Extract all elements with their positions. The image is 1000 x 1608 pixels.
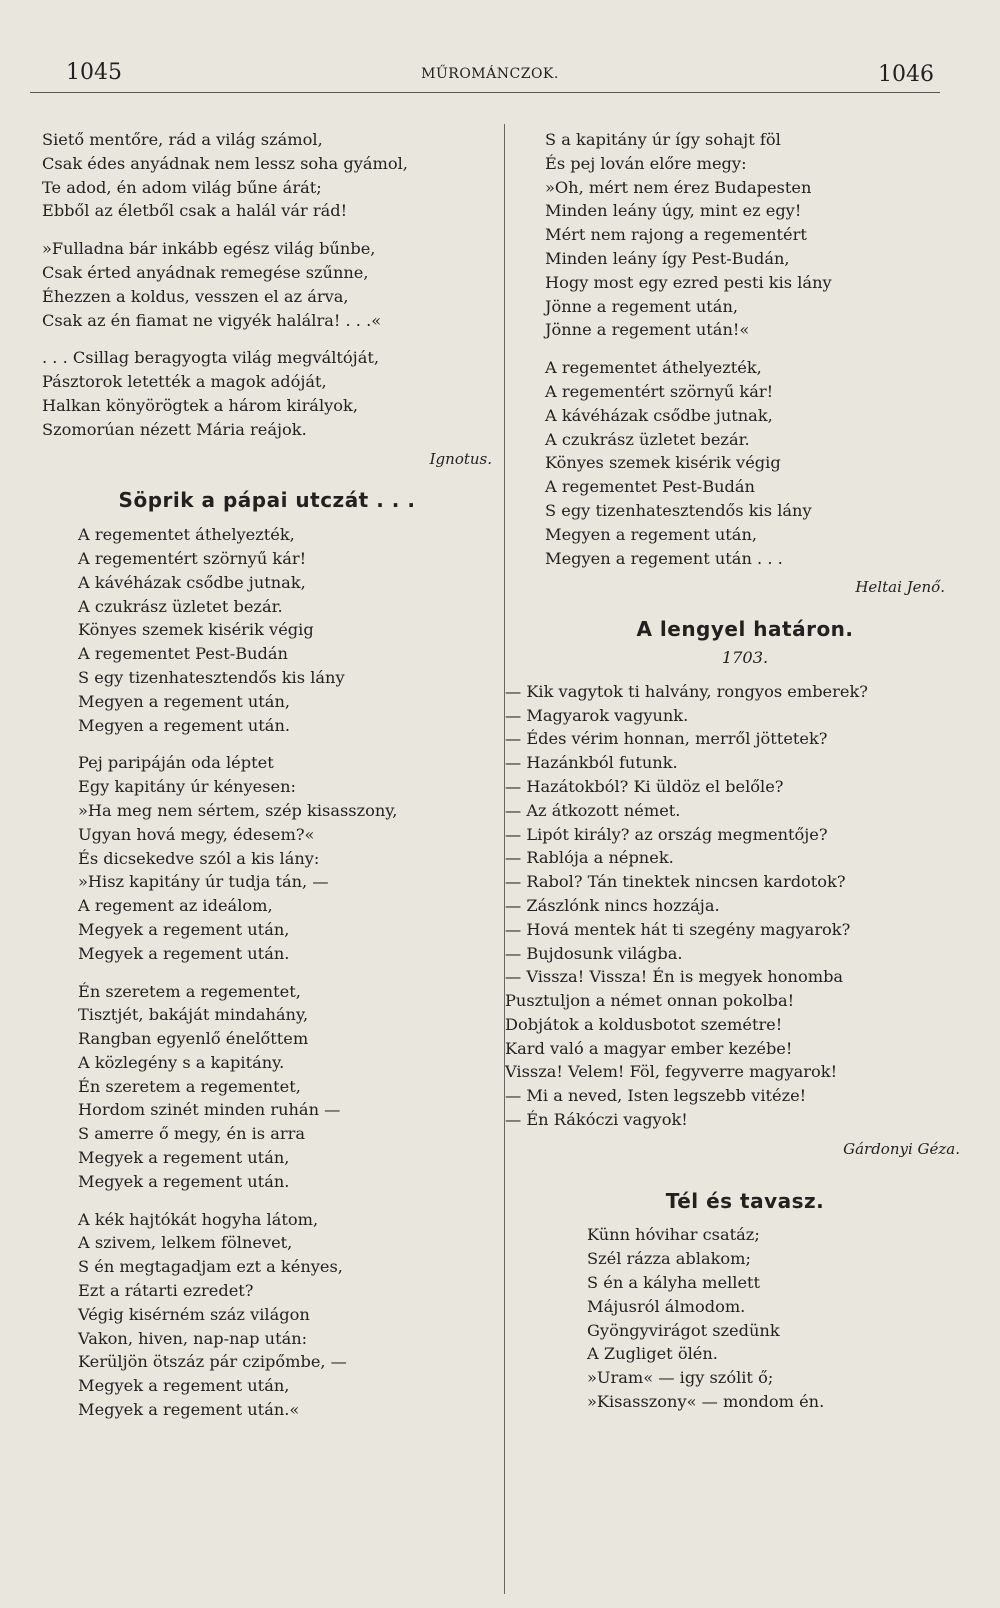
verse-line: A kávéházak csődbe jutnak, bbox=[78, 572, 306, 592]
verse-line: Megyen a regement után . . . bbox=[545, 548, 783, 568]
verse-line: Te adod, én adom világ bűne árát; bbox=[42, 177, 322, 197]
verse-line: Minden leány úgy, mint ez egy! bbox=[545, 201, 802, 221]
header-rule bbox=[30, 92, 940, 93]
verse-line: Pej paripáján oda léptet bbox=[78, 753, 274, 773]
verse-line: A regementért szörnyű kár! bbox=[78, 548, 307, 568]
verse-line: A regementet Pest-Budán bbox=[78, 644, 288, 664]
verse-line: A czukrász üzletet bezár. bbox=[545, 429, 750, 449]
verse-line: A Zugliget ölén. bbox=[587, 1344, 718, 1364]
stanza bbox=[545, 128, 945, 342]
verse-line: Éhezzen a koldus, vesszen el az árva, bbox=[42, 286, 349, 306]
page-number-right: 1046 bbox=[878, 62, 934, 87]
verse-line: Én szeretem a regementet, bbox=[78, 1076, 301, 1096]
page-number-left: 1045 bbox=[66, 60, 122, 85]
verse-line: — Lipót király? az ország megmentője? bbox=[505, 824, 828, 844]
verse-line: Minden leány így Pest-Budán, bbox=[545, 248, 790, 268]
verse-line: Ugyan hová megy, édesem?« bbox=[78, 824, 315, 844]
verse-line: Gyöngyvirágot szedünk bbox=[587, 1320, 780, 1340]
stanza bbox=[78, 751, 492, 965]
verse-line: Csak édes anyádnak nem lessz soha gyámol, bbox=[42, 153, 408, 173]
poem-title: Söprik a pápai utczát . . . bbox=[118, 488, 416, 513]
verse-line: És dicsekedve szól a kis lány: bbox=[78, 848, 320, 868]
stanza bbox=[545, 356, 945, 570]
verse-line: — Mi a neved, Isten legszebb vitéze! bbox=[505, 1086, 807, 1106]
verse-line: Rangban egyenlő énelőttem bbox=[78, 1029, 309, 1049]
verse-line: Megyek a regement után. bbox=[78, 1171, 290, 1191]
verse-line: Mért nem rajong a regementért bbox=[545, 225, 807, 245]
verse-line: S a kapitány úr így sohajt föl bbox=[545, 130, 781, 149]
poem-title: Tél és tavasz. bbox=[665, 1188, 825, 1213]
verse-line: — Magyarok vagyunk. bbox=[505, 705, 689, 725]
verse-line: A regementet áthelyezték, bbox=[545, 358, 762, 378]
verse-line: Egy kapitány úr kényesen: bbox=[78, 777, 296, 797]
verse-line: S én megtagadjam ezt a kényes, bbox=[78, 1257, 343, 1277]
verse-line: Hordom szinét minden ruhán — bbox=[78, 1100, 341, 1120]
verse-line: — Én Rákóczi vagyok! bbox=[505, 1110, 688, 1130]
verse-line: Csak az én fiamat ne vigyék halálra! . . .« bbox=[42, 310, 382, 330]
verse-line: Megyek a regement után, bbox=[78, 1148, 290, 1168]
verse-line: »Ha meg nem sértem, szép kisasszony, bbox=[78, 800, 398, 820]
author-signature: Gárdonyi Géza. bbox=[843, 1139, 960, 1158]
stanza bbox=[78, 980, 492, 1194]
verse-line: Szomorúan nézett Mária reájok. bbox=[42, 419, 307, 439]
verse-line: Végig kisérném száz világon bbox=[78, 1304, 310, 1324]
poem-year: 1703. bbox=[721, 647, 769, 667]
author-signature: Ignotus. bbox=[429, 449, 492, 468]
verse-line: S egy tizenhatesztendős kis lány bbox=[78, 667, 345, 687]
verse-line: Megyek a regement után. bbox=[78, 943, 290, 963]
verse-line: Megyen a regement után. bbox=[78, 715, 291, 735]
left-column bbox=[42, 128, 492, 1436]
verse-line: Ezt a rátarti ezredet? bbox=[78, 1281, 254, 1301]
verse-line: A közlegény s a kapitány. bbox=[78, 1052, 285, 1072]
verse-line: Halkan könyörögtek a három királyok, bbox=[42, 395, 358, 415]
verse-line: Pásztorok letették a magok adóját, bbox=[42, 372, 327, 392]
verse-line: És pej lován előre megy: bbox=[545, 153, 747, 173]
author-signature: Heltai Jenő. bbox=[855, 578, 945, 597]
verse-line: Kard való a magyar ember kezébe! bbox=[505, 1038, 793, 1058]
verse-line: Megyek a regement után, bbox=[78, 1376, 290, 1396]
verse-line: »Kisasszony« — mondom én. bbox=[587, 1392, 825, 1412]
stanza bbox=[42, 237, 492, 332]
verse-line: Hogy most egy ezred pesti kis lány bbox=[545, 272, 832, 292]
verse-line: Megyen a regement után, bbox=[545, 524, 758, 544]
verse-line: »Fulladna bár inkább egész világ bűnbe, bbox=[42, 239, 376, 259]
stanza bbox=[78, 1208, 492, 1422]
stanza bbox=[42, 346, 492, 441]
verse-line: — Hová mentek hát ti szegény magyarok? bbox=[505, 919, 851, 939]
verse-line: »Oh, mért nem érez Budapesten bbox=[545, 177, 812, 197]
running-title: MŰROMÁNCZOK. bbox=[421, 66, 559, 82]
verse-line: — Kik vagytok ti halvány, rongyos emberek? bbox=[505, 681, 868, 701]
verse-line: A kék hajtókát hogyha látom, bbox=[78, 1209, 319, 1229]
stanza bbox=[78, 523, 492, 737]
verse-line: S egy tizenhatesztendős kis lány bbox=[545, 500, 812, 520]
stanza bbox=[545, 1223, 945, 1413]
verse-line: Jönne a regement után!« bbox=[545, 320, 750, 340]
verse-line: — Hazánkból futunk. bbox=[505, 753, 678, 773]
verse-line: — Édes vérim honnan, merről jöttetek? bbox=[505, 729, 828, 749]
verse-line: Pusztuljon a német onnan pokolba! bbox=[505, 991, 795, 1011]
verse-line: Vakon, hiven, nap-nap után: bbox=[78, 1328, 308, 1348]
poem-title: A lengyel határon. bbox=[636, 617, 854, 642]
verse-line: Könyes szemek kisérik végig bbox=[545, 453, 781, 473]
verse-line: »Uram« — igy szólit ő; bbox=[587, 1368, 774, 1388]
verse-line: Siető mentőre, rád a világ számol, bbox=[42, 130, 323, 149]
verse-line: Dobjátok a koldusbotot szemétre! bbox=[505, 1014, 783, 1034]
stanza bbox=[42, 128, 492, 223]
verse-line: Megyek a regement után.« bbox=[78, 1400, 300, 1420]
verse-line: Kerüljön ötszáz pár czipőmbe, — bbox=[78, 1352, 347, 1372]
verse-line: S én a kályha mellett bbox=[587, 1273, 761, 1293]
verse-line: Vissza! Velem! Föl, fegyverre magyarok! bbox=[505, 1062, 838, 1082]
verse-line: Jönne a regement után, bbox=[545, 296, 739, 316]
verse-line: Én szeretem a regementet, bbox=[78, 981, 301, 1001]
verse-line: A szivem, lelkem fölnevet, bbox=[78, 1233, 293, 1253]
verse-line: »Hisz kapitány úr tudja tán, — bbox=[78, 872, 329, 892]
verse-line: Könyes szemek kisérik végig bbox=[78, 620, 314, 640]
verse-line: . . . Csillag beragyogta világ megváltóját, bbox=[42, 348, 379, 368]
verse-line: — Vissza! Vissza! Én is megyek honomba bbox=[505, 967, 844, 987]
verse-line: Szél rázza ablakom; bbox=[587, 1249, 751, 1269]
verse-line: Megyen a regement után, bbox=[78, 691, 291, 711]
verse-line: — Rablója a népnek. bbox=[505, 848, 674, 868]
verse-line: A kávéházak csődbe jutnak, bbox=[545, 405, 773, 425]
verse-line: Ebből az életből csak a halál vár rád! bbox=[42, 201, 348, 221]
verse-line: S amerre ő megy, én is arra bbox=[78, 1124, 306, 1144]
verse-line: — Zászlónk nincs hozzája. bbox=[505, 895, 720, 915]
verse-line: — Az átkozott német. bbox=[505, 800, 681, 820]
verse-line: A regementet Pest-Budán bbox=[545, 477, 755, 497]
verse-line: — Hazátokból? Ki üldöz el belőle? bbox=[505, 776, 784, 796]
verse-line: A regementért szörnyű kár! bbox=[545, 381, 774, 401]
verse-line: A czukrász üzletet bezár. bbox=[78, 596, 283, 616]
verse-line: Tisztjét, bakáját mindahány, bbox=[78, 1005, 309, 1025]
verse-line: A regementet áthelyezték, bbox=[78, 525, 295, 545]
verse-line: — Rabol? Tán tinektek nincsen kardotok? bbox=[505, 872, 846, 892]
verse-line: — Bujdosunk világba. bbox=[505, 943, 683, 963]
right-column bbox=[505, 128, 960, 1428]
verse-line: Megyek a regement után, bbox=[78, 919, 290, 939]
stanza bbox=[505, 680, 945, 1132]
verse-line: Künn hóvihar csatáz; bbox=[587, 1225, 760, 1245]
verse-line: Májusról álmodom. bbox=[587, 1296, 746, 1316]
verse-line: A regement az ideálom, bbox=[78, 896, 273, 916]
verse-line: Csak érted anyádnak remegése szűnne, bbox=[42, 262, 369, 282]
